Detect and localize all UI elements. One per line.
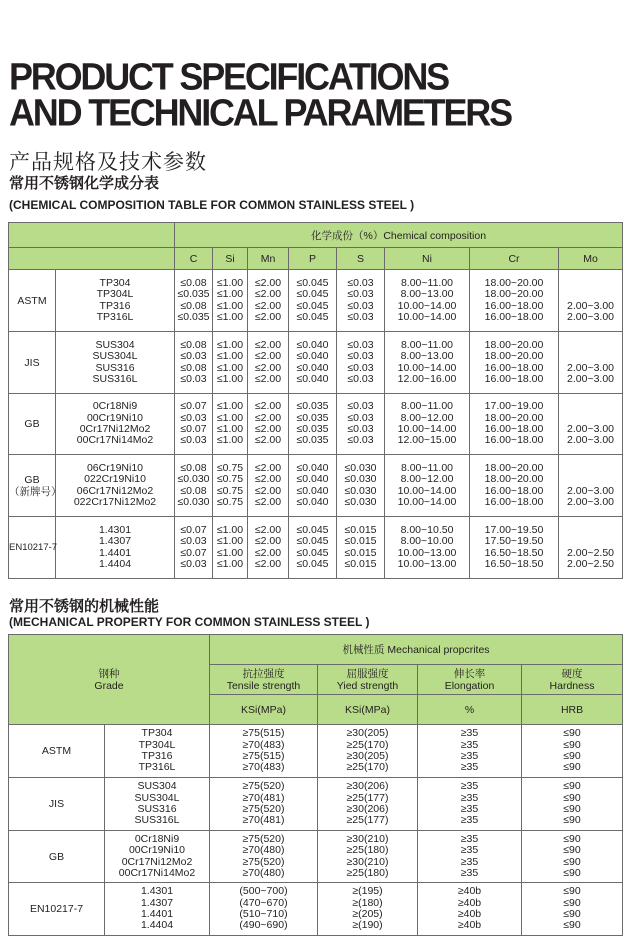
mech-hardness: ≤90 ≤90 ≤90 ≤90 <box>522 725 623 778</box>
chem-subheader-blank <box>9 248 175 270</box>
mech-grade: TP304 TP304L TP316 TP316L <box>105 725 210 778</box>
chem-col-p: P <box>289 248 337 270</box>
mech-tensile: (500~700) (470~670) (510~710) (490~690) <box>210 883 318 936</box>
chem-c: ≤0.07 ≤0.03 ≤0.07 ≤0.03 <box>175 394 213 455</box>
chem-ni: 8.00~11.00 8.00~13.00 10.00~14.00 10.00~14.00 <box>385 270 470 332</box>
chem-col-ni: Ni <box>385 248 470 270</box>
chem-cr: 18.00~20.00 18.00~20.00 16.00~18.00 16.00~18.00 <box>470 455 559 517</box>
chem-std: ASTM <box>9 270 56 332</box>
chem-row-en <box>9 517 623 579</box>
mech-std: ASTM <box>9 725 105 778</box>
chem-row-jis <box>9 332 623 394</box>
mech-yield: ≥30(210) ≥25(180) ≥30(210) ≥25(180) <box>318 831 418 883</box>
mech-unit-elongation: % <box>418 695 522 725</box>
mech-col-elongation: 伸长率 Elongation <box>418 665 522 695</box>
chem-header-blank <box>9 223 175 248</box>
chem-p: ≤0.040 ≤0.040 ≤0.040 ≤0.040 <box>289 455 337 517</box>
chem-si: ≤1.00 ≤1.00 ≤1.00 ≤1.00 <box>213 517 248 579</box>
mech-title-en: (MECHANICAL PROPERTY FOR COMMON STAINLESS STEEL ) <box>9 615 370 629</box>
chem-ni: 8.00~11.00 8.00~13.00 10.00~14.00 12.00~16.00 <box>385 332 470 394</box>
mech-unit-hardness: HRB <box>522 695 623 725</box>
chem-mo: 2.00~3.00 2.00~3.00 <box>559 270 623 332</box>
chem-mn: ≤2.00 ≤2.00 ≤2.00 ≤2.00 <box>248 455 289 517</box>
chem-ni: 8.00~10.50 8.00~10.00 10.00~13.00 10.00~13.00 <box>385 517 470 579</box>
mech-row-astm <box>9 725 623 778</box>
chem-p: ≤0.035 ≤0.035 ≤0.035 ≤0.035 <box>289 394 337 455</box>
chem-s: ≤0.030 ≤0.030 ≤0.030 ≤0.030 <box>337 455 385 517</box>
chem-title-cn: 常用不锈钢化学成分表 <box>9 174 160 192</box>
chem-mn: ≤2.00 ≤2.00 ≤2.00 ≤2.00 <box>248 517 289 579</box>
chem-grade: TP304 TP304L TP316 TP316L <box>56 270 175 332</box>
hero-title-line2: AND TECHNICAL PARAMETERS <box>9 90 511 134</box>
chem-grade: 06Cr19Ni10 022Cr19Ni10 06Cr17Ni12Mo2 022Cr17Ni12Mo2 <box>56 455 175 517</box>
mech-elongation: ≥35 ≥35 ≥35 ≥35 <box>418 725 522 778</box>
mech-col-hardness: 硬度 Hardness <box>522 665 623 695</box>
chem-mo: 2.00~3.00 2.00~3.00 <box>559 394 623 455</box>
chem-mo: 2.00~2.50 2.00~2.50 <box>559 517 623 579</box>
chem-mn: ≤2.00 ≤2.00 ≤2.00 ≤2.00 <box>248 270 289 332</box>
chem-std: JIS <box>9 332 56 394</box>
chem-mo: 2.00~3.00 2.00~3.00 <box>559 332 623 394</box>
mech-std: EN10217-7 <box>9 883 105 936</box>
mech-row-gb <box>9 831 623 883</box>
chem-cr: 18.00~20.00 18.00~20.00 16.00~18.00 16.00~18.00 <box>470 332 559 394</box>
mech-grade: SUS304 SUS304L SUS316 SUS316L <box>105 778 210 831</box>
chem-s: ≤0.03 ≤0.03 ≤0.03 ≤0.03 <box>337 394 385 455</box>
chem-grade: 1.4301 1.4307 1.4401 1.4404 <box>56 517 175 579</box>
mech-grade: 1.4301 1.4307 1.4401 1.4404 <box>105 883 210 936</box>
chem-cr: 17.00~19.00 18.00~20.00 16.00~18.00 16.00~18.00 <box>470 394 559 455</box>
chem-cr: 18.00~20.00 18.00~20.00 16.00~18.00 16.00~18.00 <box>470 270 559 332</box>
mech-hardness: ≤90 ≤90 ≤90 ≤90 <box>522 831 623 883</box>
chem-s: ≤0.03 ≤0.03 ≤0.03 ≤0.03 <box>337 332 385 394</box>
chem-mo: 2.00~3.00 2.00~3.00 <box>559 455 623 517</box>
chem-p: ≤0.040 ≤0.040 ≤0.040 ≤0.040 <box>289 332 337 394</box>
chem-c: ≤0.07 ≤0.03 ≤0.07 ≤0.03 <box>175 517 213 579</box>
chem-cr: 17.00~19.50 17.50~19.50 16.50~18.50 16.50~18.50 <box>470 517 559 579</box>
chem-grade: 0Cr18Ni9 00Cr19Ni10 0Cr17Ni12Mo2 00Cr17Ni14Mo2 <box>56 394 175 455</box>
mech-elongation: ≥40b ≥40b ≥40b ≥40b <box>418 883 522 936</box>
chem-col-si: Si <box>213 248 248 270</box>
mech-elongation: ≥35 ≥35 ≥35 ≥35 <box>418 831 522 883</box>
chemical-composition-table <box>8 222 623 579</box>
mech-tensile: ≥75(520) ≥70(480) ≥75(520) ≥70(480) <box>210 831 318 883</box>
chem-s: ≤0.03 ≤0.03 ≤0.03 ≤0.03 <box>337 270 385 332</box>
mech-row-jis <box>9 778 623 831</box>
chem-si: ≤0.75 ≤0.75 ≤0.75 ≤0.75 <box>213 455 248 517</box>
mech-unit-yield: KSi(MPa) <box>318 695 418 725</box>
mech-grade: 0Cr18Ni9 00Cr19Ni10 0Cr17Ni12Mo2 00Cr17Ni14Mo2 <box>105 831 210 883</box>
chem-col-c: C <box>175 248 213 270</box>
mech-std: JIS <box>9 778 105 831</box>
mech-unit-tensile: KSi(MPa) <box>210 695 318 725</box>
chem-row-gb <box>9 394 623 455</box>
mech-grade-header: 钢种 Grade <box>9 635 210 725</box>
chem-c: ≤0.08 ≤0.03 ≤0.08 ≤0.03 <box>175 332 213 394</box>
chem-std: GB <box>9 394 56 455</box>
chem-row-gb-new <box>9 455 623 517</box>
mech-elongation: ≥35 ≥35 ≥35 ≥35 <box>418 778 522 831</box>
chem-c: ≤0.08 ≤0.030 ≤0.08 ≤0.030 <box>175 455 213 517</box>
chem-ni: 8.00~11.00 8.00~12.00 10.00~14.00 12.00~15.00 <box>385 394 470 455</box>
mech-std: GB <box>9 831 105 883</box>
chem-si: ≤1.00 ≤1.00 ≤1.00 ≤1.00 <box>213 332 248 394</box>
mech-title-cn: 常用不锈钢的机械性能 <box>9 597 160 615</box>
mech-row-en <box>9 883 623 936</box>
chem-grade: SUS304 SUS304L SUS316 SUS316L <box>56 332 175 394</box>
chem-col-s: S <box>337 248 385 270</box>
mech-col-yield: 屈服强度 Yied strength <box>318 665 418 695</box>
hero-title-cn: 产品规格及技术参数 <box>9 150 207 174</box>
chem-ni: 8.00~11.00 8.00~12.00 10.00~14.00 10.00~14.00 <box>385 455 470 517</box>
chem-s: ≤0.015 ≤0.015 ≤0.015 ≤0.015 <box>337 517 385 579</box>
chem-col-mo: Mo <box>559 248 623 270</box>
chem-p: ≤0.045 ≤0.045 ≤0.045 ≤0.045 <box>289 270 337 332</box>
mech-hardness: ≤90 ≤90 ≤90 ≤90 <box>522 883 623 936</box>
chem-p: ≤0.045 ≤0.045 ≤0.045 ≤0.045 <box>289 517 337 579</box>
mech-yield: ≥(195) ≥(180) ≥(205) ≥(190) <box>318 883 418 936</box>
mech-hardness: ≤90 ≤90 ≤90 ≤90 <box>522 778 623 831</box>
chem-title-en: (CHEMICAL COMPOSITION TABLE FOR COMMON STAINLESS STEEL ) <box>9 198 415 212</box>
chem-mn: ≤2.00 ≤2.00 ≤2.00 ≤2.00 <box>248 394 289 455</box>
chem-header: 化学成份（%）Chemical composition <box>175 223 623 248</box>
chem-si: ≤1.00 ≤1.00 ≤1.00 ≤1.00 <box>213 270 248 332</box>
chem-row-astm <box>9 270 623 332</box>
mech-header: 机械性质 Mechanical propcrites <box>210 635 623 665</box>
mech-yield: ≥30(206) ≥25(177) ≥30(206) ≥25(177) <box>318 778 418 831</box>
chem-c: ≤0.08 ≤0.035 ≤0.08 ≤0.035 <box>175 270 213 332</box>
chem-std: GB （新牌号） <box>9 455 56 517</box>
mech-tensile: ≥75(520) ≥70(481) ≥75(520) ≥70(481) <box>210 778 318 831</box>
mech-yield: ≥30(205) ≥25(170) ≥30(205) ≥25(170) <box>318 725 418 778</box>
mechanical-property-table <box>8 634 623 936</box>
chem-std: EN10217-7 <box>9 517 56 579</box>
page-hero <box>9 54 609 176</box>
chem-col-mn: Mn <box>248 248 289 270</box>
mech-col-tensile: 抗拉强度 Tensile strength <box>210 665 318 695</box>
chem-col-cr: Cr <box>470 248 559 270</box>
chem-si: ≤1.00 ≤1.00 ≤1.00 ≤1.00 <box>213 394 248 455</box>
chem-mn: ≤2.00 ≤2.00 ≤2.00 ≤2.00 <box>248 332 289 394</box>
mech-tensile: ≥75(515) ≥70(483) ≥75(515) ≥70(483) <box>210 725 318 778</box>
hero-title-line1: PRODUCT SPECIFICATIONS <box>9 54 448 98</box>
